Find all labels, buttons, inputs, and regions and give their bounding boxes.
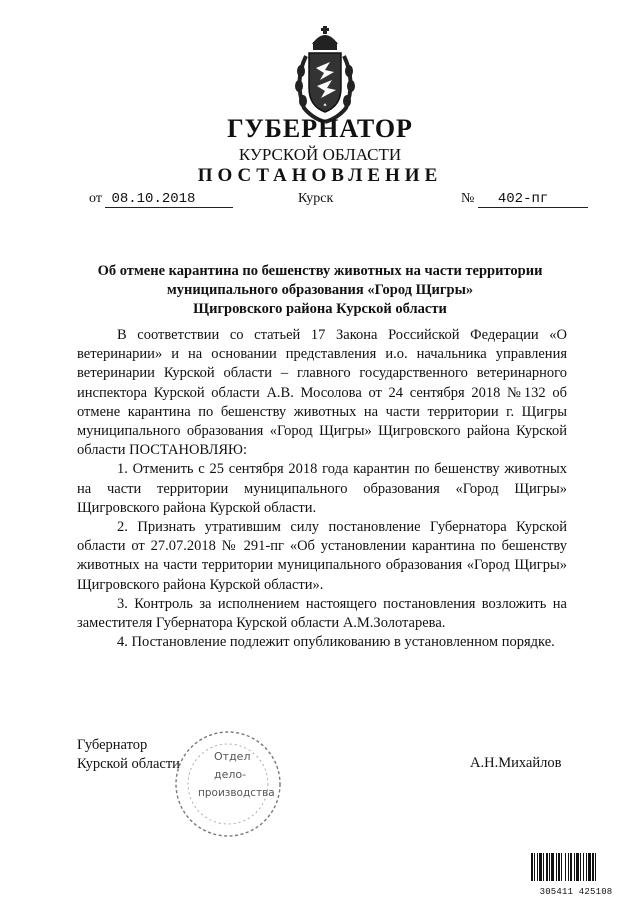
number-prefix: № bbox=[461, 191, 475, 206]
barcode-bar bbox=[568, 853, 569, 881]
barcode-bar bbox=[576, 853, 579, 881]
title-line: Об отмене карантина по бешенству животных на части территории bbox=[97, 263, 543, 279]
barcode-bar bbox=[595, 853, 596, 881]
barcode bbox=[530, 853, 622, 897]
body-paragraph: 4. Постановление подлежит опубликованию в установленном порядке. bbox=[117, 634, 555, 651]
header-title: ГУБЕРНАТОР bbox=[227, 114, 413, 143]
barcode-bars bbox=[530, 853, 622, 881]
stamp-line: производства bbox=[198, 787, 275, 799]
barcode-bar bbox=[570, 853, 572, 881]
barcode-bar bbox=[558, 853, 560, 881]
barcode-bar bbox=[549, 853, 550, 881]
barcode-bar bbox=[534, 853, 535, 881]
document-date bbox=[89, 191, 233, 208]
signatory-position bbox=[77, 736, 180, 774]
barcode-bar bbox=[531, 853, 533, 881]
body-paragraph: В соответствии со статьей 17 Закона Российской Федерации «О ветеринарии» и на основании представления и.о. начальника управления ветеринарии Курской области – главного государственного ветеринарного инспектора Курской области А.В. Мосолова от 24 сентября 2018 №132 об отмене карантина по бешенству животных на части территории г. Щигры муниципального образования «Город Щигры» Щигровского района Курской области ПОСТАНОВЛЯЮ: bbox=[77, 327, 567, 459]
title-line: Щигровского района Курской области bbox=[193, 301, 447, 317]
stamp-line: дело- bbox=[214, 768, 247, 781]
barcode-bar bbox=[586, 853, 587, 881]
barcode-bar bbox=[574, 853, 575, 881]
body-paragraph: 2. Признать утратившим силу постановление Губернатора Курской области от 27.07.2018 № 291-пг «Об установлении карантина по бешенству животных на части территории муниципального образования «Город Щигры» Щигровского района Курской области». bbox=[77, 519, 567, 593]
barcode-bar bbox=[543, 853, 544, 881]
barcode-bar bbox=[565, 853, 566, 881]
barcode-bar bbox=[588, 853, 591, 881]
barcode-bar bbox=[561, 853, 562, 881]
body-paragraph: 3. Контроль за исполнением настоящего постановления возложить на заместителя Губернатора Курской области А.М.Золотарева. bbox=[77, 595, 567, 632]
date-value: 08.10.2018 bbox=[105, 191, 233, 208]
document-type: ПОСТАНОВЛЕНИЕ bbox=[197, 165, 443, 186]
coat-of-arms-emblem bbox=[290, 26, 360, 126]
position-line: Губернатор bbox=[77, 737, 148, 753]
barcode-bar bbox=[592, 853, 594, 881]
barcode-bar bbox=[539, 853, 542, 881]
document-body bbox=[77, 326, 567, 652]
barcode-bar bbox=[551, 853, 554, 881]
number-value: 402-пг bbox=[478, 191, 588, 208]
barcode-number: 305411 425108 bbox=[539, 887, 613, 897]
position-line: Курской области bbox=[77, 756, 180, 772]
office-stamp bbox=[172, 728, 284, 840]
document-city: Курск bbox=[298, 191, 334, 206]
document-title bbox=[70, 262, 570, 319]
stamp-line: Отдел bbox=[214, 750, 251, 763]
document-number bbox=[461, 191, 588, 208]
barcode-bar bbox=[583, 853, 584, 881]
barcode-bar bbox=[537, 853, 538, 881]
date-prefix: от bbox=[89, 191, 102, 206]
title-line: муниципального образования «Город Щигры» bbox=[166, 282, 474, 298]
barcode-bar bbox=[556, 853, 557, 881]
signatory-name: А.Н.Михайлов bbox=[470, 755, 562, 771]
body-paragraph: 1. Отменить с 25 сентября 2018 года карантин по бешенству животных на части территории муниципального образования «Город Щигры» Щигровского района Курской области. bbox=[77, 461, 567, 516]
barcode-bar bbox=[580, 853, 581, 881]
header-subtitle: КУРСКОЙ ОБЛАСТИ bbox=[238, 145, 402, 164]
barcode-bar bbox=[546, 853, 548, 881]
